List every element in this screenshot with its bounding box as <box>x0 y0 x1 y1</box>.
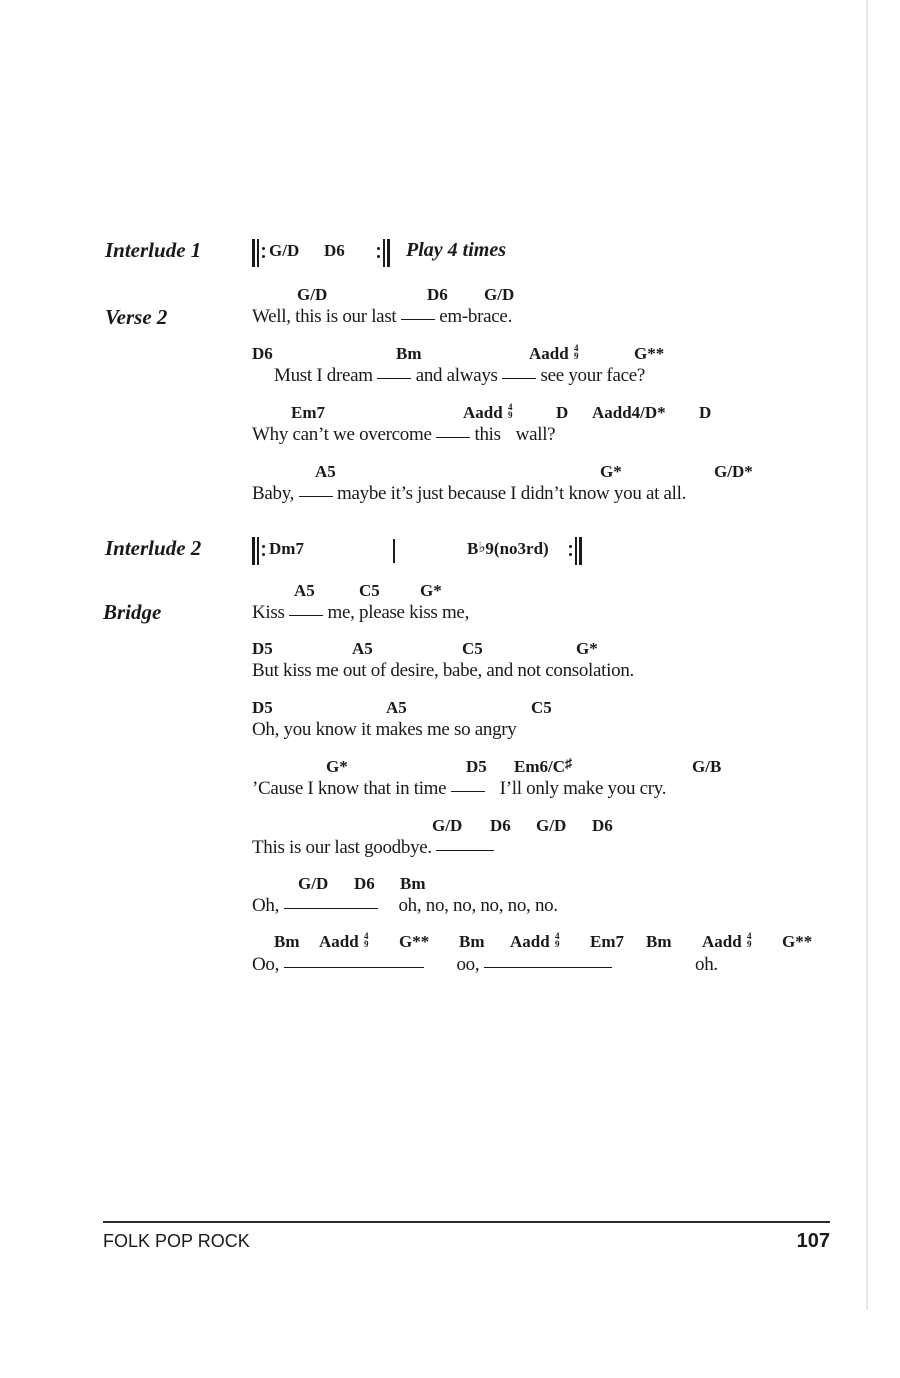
lyric-line: But kiss me out of desire, babe, and not consolation. <box>252 660 634 681</box>
lyric-text: maybe it’s just because I didn’t know you at all. <box>337 483 687 504</box>
lyric-text: this <box>474 424 501 445</box>
repeat-end-dots <box>569 537 572 565</box>
fraction-top: 4 <box>507 402 513 412</box>
chord: D6 <box>324 241 345 260</box>
chord <box>463 403 516 423</box>
repeat-start-dots <box>262 537 265 565</box>
interlude-2-row <box>252 537 592 565</box>
chord: C5 <box>359 581 380 600</box>
chord <box>514 757 572 777</box>
footer-page-number: 107 <box>796 1230 830 1252</box>
chord: D <box>556 403 569 422</box>
fraction-bottom: 9 <box>554 939 560 949</box>
chord: Bm <box>274 932 300 951</box>
lyric-blank <box>502 378 536 379</box>
chord: D <box>699 403 712 422</box>
chord <box>319 932 372 952</box>
lyric-line: Oh, you know it makes me so angry <box>252 719 517 740</box>
barline <box>393 539 395 563</box>
section-label-bridge: Bridge <box>103 600 162 624</box>
chord: A5 <box>294 581 315 600</box>
footer-rule <box>103 1221 830 1223</box>
lyric-line <box>252 778 666 800</box>
interlude-1-row <box>252 239 552 267</box>
fraction-top: 4 <box>746 931 752 941</box>
lyric-blank <box>289 615 323 616</box>
lyric-blank <box>436 437 470 438</box>
lyric-blank <box>299 496 333 497</box>
lyric-text: Well, this is our last <box>252 306 397 327</box>
chord-name: Em6/C <box>514 757 565 776</box>
section-label-interlude-1: Interlude 1 <box>105 238 202 262</box>
chord: G/D <box>298 874 329 893</box>
chord: G/D <box>432 816 463 835</box>
chord <box>510 932 563 952</box>
lyric-text: ’Cause I know that in time <box>252 778 447 799</box>
chord: G** <box>399 932 430 951</box>
chord: A5 <box>386 698 407 717</box>
fraction-top: 4 <box>573 343 579 353</box>
lyric-text: see your face? <box>540 365 645 386</box>
lyric-text: me, please kiss me, <box>327 602 470 623</box>
chord: G* <box>326 757 348 776</box>
chord-fraction <box>363 932 372 949</box>
fraction-top: 4 <box>554 931 560 941</box>
section-label-interlude-2: Interlude 2 <box>105 536 202 560</box>
chord: G* <box>420 581 442 600</box>
footer-book-title: FOLK POP ROCK <box>103 1231 250 1251</box>
lyric-blank <box>436 850 494 851</box>
chord <box>467 539 549 559</box>
repeat-end-dots <box>377 239 380 267</box>
lyric-line <box>252 424 555 446</box>
repeat-start-thin-bar <box>257 537 259 565</box>
lyric-text: oh, no, no, no, no, no. <box>398 895 558 916</box>
fraction-bottom: 9 <box>746 939 752 949</box>
lyric-blank <box>377 378 411 379</box>
chord: G/B <box>692 757 722 776</box>
chord: Em7 <box>291 403 325 422</box>
chord: A5 <box>315 462 336 481</box>
repeat-start-thin-bar <box>257 239 259 267</box>
fraction-top: 4 <box>363 931 369 941</box>
lyric-text: This is our last goodbye. <box>252 837 432 858</box>
chord: G/D <box>484 285 515 304</box>
lyric-text: em-brace. <box>439 306 513 327</box>
lyric-line <box>252 483 686 505</box>
chord-name: Aadd <box>463 403 503 422</box>
lyric-blank <box>284 908 378 909</box>
chord: Aadd4/D* <box>592 403 666 422</box>
fraction-bottom: 9 <box>507 410 513 420</box>
chord: D5 <box>252 639 273 658</box>
chord-name: Aadd <box>702 932 742 951</box>
page-edge <box>866 0 868 1310</box>
chord: G/D <box>269 241 300 260</box>
lyric-blank <box>451 791 485 792</box>
lyric-text: Must I dream <box>274 365 373 386</box>
chord-fraction <box>507 403 516 420</box>
chord: D6 <box>252 344 273 363</box>
lyric-blank <box>401 319 435 320</box>
chord: G/D* <box>714 462 753 481</box>
chord <box>702 932 755 952</box>
chord: G* <box>576 639 598 658</box>
lyric-text: wall? <box>515 424 556 445</box>
lyric-text: Why can’t we overcome <box>252 424 432 445</box>
chord: D6 <box>490 816 511 835</box>
chord: G/D <box>536 816 567 835</box>
chord-name: Aadd <box>319 932 359 951</box>
lyric-line <box>252 895 558 917</box>
lyric-text: Oh, <box>252 895 280 916</box>
chord: C5 <box>531 698 552 717</box>
chord-fraction <box>573 344 582 361</box>
lyric-text: I’ll only make you cry. <box>499 778 667 799</box>
lyric-line <box>274 365 645 387</box>
chord <box>529 344 582 364</box>
chord-root: B <box>467 539 479 558</box>
lyric-blank <box>484 967 612 968</box>
chord: Dm7 <box>269 539 304 558</box>
chord: D6 <box>592 816 613 835</box>
repeat-start-thick-bar <box>252 239 255 267</box>
chord: Bm <box>646 932 672 951</box>
chord: C5 <box>462 639 483 658</box>
chord: D5 <box>252 698 273 717</box>
chord-name: Aadd <box>529 344 569 363</box>
repeat-start-dots <box>262 239 265 267</box>
lyric-text: Kiss <box>252 602 285 623</box>
chord-fraction <box>746 932 755 949</box>
sharp-symbol: ♯ <box>565 757 572 772</box>
chord: Em7 <box>590 932 624 951</box>
repeat-end-thin-bar <box>575 537 577 565</box>
chord: D6 <box>354 874 375 893</box>
section-label-verse-2: Verse 2 <box>105 305 168 329</box>
chord: A5 <box>352 639 373 658</box>
chord: G/D <box>297 285 328 304</box>
chord-name: Aadd <box>510 932 550 951</box>
chord-fraction <box>554 932 563 949</box>
repeat-end-thick-bar <box>579 537 582 565</box>
lyric-line <box>252 602 469 624</box>
repeat-start-thick-bar <box>252 537 255 565</box>
chord-suffix: 9(no3rd) <box>485 539 549 558</box>
chord: D5 <box>466 757 487 776</box>
lyric-text: oo, <box>456 954 480 975</box>
chord: G** <box>634 344 665 363</box>
flat-symbol: ♭ <box>478 540 486 556</box>
lyric-line <box>252 837 494 859</box>
fraction-bottom: 9 <box>363 939 369 949</box>
chord: Bm <box>459 932 485 951</box>
chord: Bm <box>396 344 422 363</box>
fraction-bottom: 9 <box>573 351 579 361</box>
lyric-text: Baby, <box>252 483 295 504</box>
repeat-end-thin-bar <box>383 239 385 267</box>
lyric-blank <box>284 967 424 968</box>
lyric-text: Oo, <box>252 954 280 975</box>
repeat-end-thick-bar <box>387 239 390 267</box>
lyric-text: and always <box>415 365 498 386</box>
lyric-line-end: oh. <box>695 954 718 975</box>
chord: G* <box>600 462 622 481</box>
chord: Bm <box>400 874 426 893</box>
repeat-instruction: Play 4 times <box>406 239 506 261</box>
chord: D6 <box>427 285 448 304</box>
chord: G** <box>782 932 813 951</box>
lyric-line <box>252 306 512 328</box>
lyric-line <box>252 954 612 976</box>
